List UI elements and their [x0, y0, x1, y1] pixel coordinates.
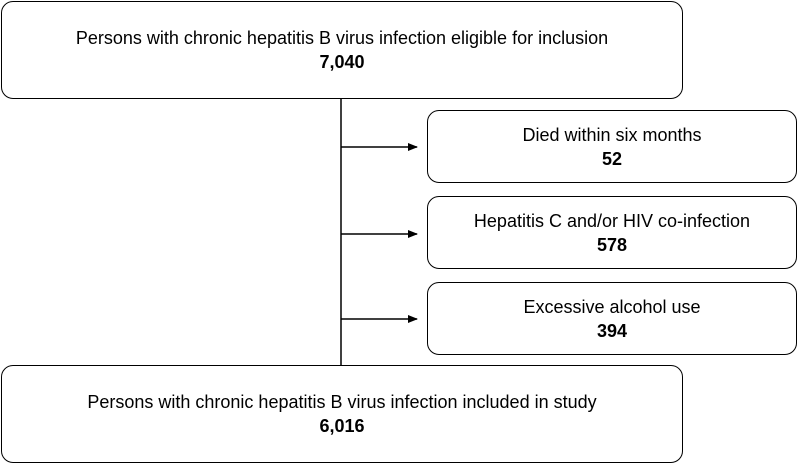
- exclusion-count-died: 52: [601, 148, 623, 169]
- included-persons-box: [1, 365, 683, 463]
- exclusion-label-coinfection: Hepatitis C and/or HIV co-infection: [473, 210, 751, 231]
- exclusion-label-alcohol: Excessive alcohol use: [523, 296, 701, 317]
- included-persons-count: 6,016: [319, 416, 365, 436]
- eligible-persons-label: Persons with chronic hepatitis B virus infection eligible for inclusion: [75, 28, 609, 48]
- exclusion-count-coinfection: 578: [596, 234, 628, 255]
- exclusion-count-alcohol: 394: [596, 320, 628, 341]
- exclusion-label-died: Died within six months: [522, 124, 702, 145]
- exclusion-box-died: [427, 110, 797, 183]
- included-persons-label: Persons with chronic hepatitis B virus infection included in study: [87, 392, 597, 412]
- eligible-persons-box: [1, 1, 683, 99]
- eligible-persons-count: 7,040: [319, 52, 365, 72]
- exclusion-box-alcohol: [427, 282, 797, 355]
- exclusion-box-coinfection: [427, 196, 797, 269]
